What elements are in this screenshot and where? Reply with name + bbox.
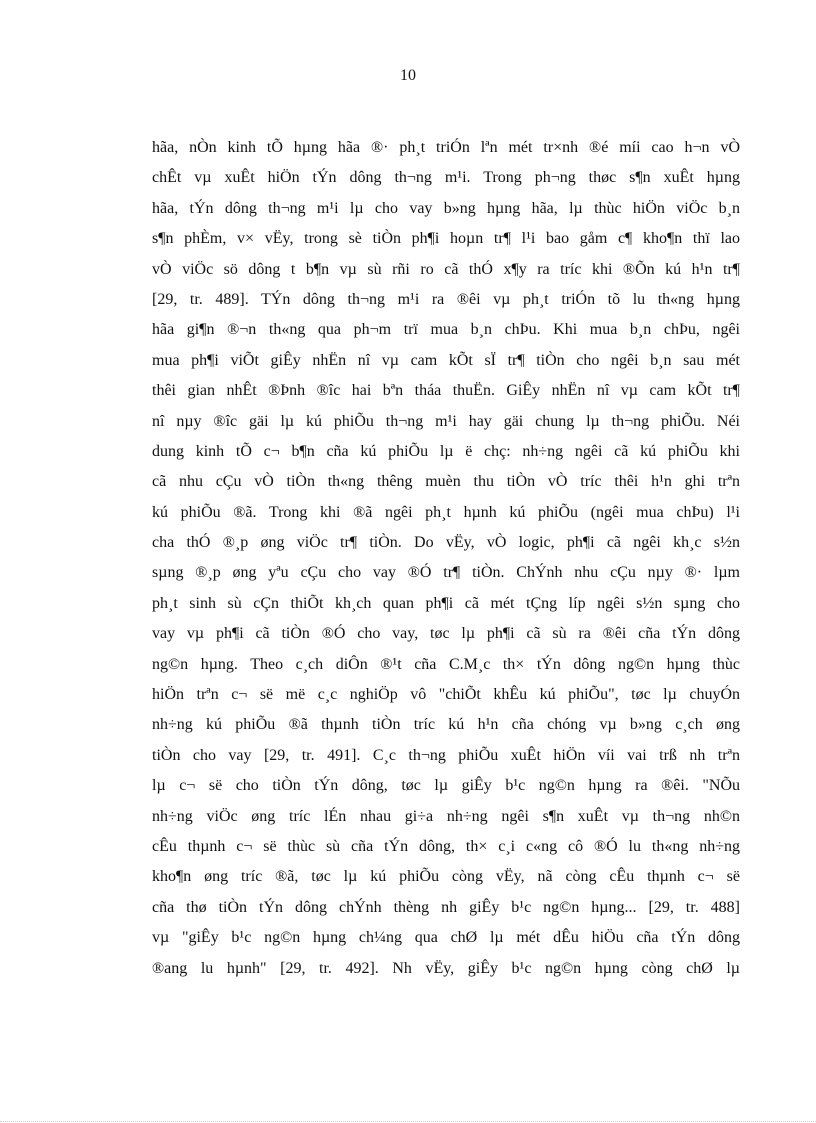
text-line: vÒ viÖc sö dông t b¶n vµ sù rñi ro cã thÓ x¶y ra tríc khi ®Õn kú h¹n tr¶ (152, 260, 740, 278)
text-line: nh÷ng kú phiÕu ®ã thµnh tiÒn tríc kú h¹n cña chóng vµ b»ng c¸ch øng (152, 716, 740, 734)
text-line: chÊt vµ xuÊt hiÖn tÝn dông th¬ng m¹i. Trong ph¬ng thøc s¶n xuÊt hµng (152, 169, 740, 187)
text-line: dung kinh tÕ c¬ b¶n cña kú phiÕu lµ ë chç: nh÷ng ngêi cã kú phiÕu khi (152, 442, 740, 460)
text-line: ng©n hµng. Theo c¸ch diÔn ®¹t cña C.M¸c th× tÝn dông ng©n hµng thùc (152, 655, 740, 673)
text-line: mua ph¶i viÕt giÊy nhËn nî vµ cam kÕt sÏ tr¶ tiÒn cho ngêi b¸n sau mét (152, 351, 740, 369)
text-line: nh÷ng viÖc øng tríc lÉn nhau gi÷a nh÷ng ngêi s¶n xuÊt vµ th¬ng nh©n (152, 807, 740, 825)
text-line: cha thÓ ®¸p øng viÖc tr¶ tiÒn. Do vËy, vÒ logic, ph¶i cã ngêi kh¸c s½n (152, 534, 740, 552)
text-line: hãa, tÝn dông th¬ng m¹i lµ cho vay b»ng hµng hãa, lµ thùc hiÖn viÖc b¸n (152, 199, 740, 217)
text-line: vµ "giÊy b¹c ng©n hµng ch¼ng qua chØ lµ mét dÊu hiÖu cña tÝn dông (152, 929, 740, 947)
text-line: sµng ®¸p øng yªu cÇu cho vay ®Ó tr¶ tiÒn. ChÝnh nhu cÇu nµy ®· lµm (152, 564, 740, 582)
text-line: hiÖn trªn c¬ së më c¸c nghiÖp vô "chiÕt khÊu kú phiÕu", tøc lµ chuyÓn (152, 686, 740, 704)
text-line: kú phiÕu ®ã. Trong khi ®ã ngêi ph¸t hµnh kú phiÕu (ngêi mua chÞu) l¹i (152, 503, 740, 521)
text-line: [29, tr. 489]. TÝn dông th¬ng m¹i ra ®êi vµ ph¸t triÓn tõ lu th«ng hµng (152, 290, 740, 308)
text-line: ph¸t sinh sù cÇn thiÕt kh¸ch quan ph¶i cã mét tÇng líp ngêi s½n sµng cho (152, 594, 740, 612)
body-paragraph (152, 133, 740, 984)
page-number: 10 (400, 67, 416, 84)
text-line: hãa, nÒn kinh tÕ hµng hãa ®· ph¸t triÓn lªn mét tr×nh ®é míi cao h¬n vÒ (152, 139, 740, 156)
text-line: hãa gi¶n ®¬n th«ng qua ph¬m trï mua b¸n chÞu. Khi mua b¸n chÞu, ngêi (152, 321, 740, 339)
text-line: s¶n phÈm, v× vËy, trong sè tiÒn ph¶i hoµn tr¶ l¹i bao gåm c¶ kho¶n thï lao (152, 230, 740, 248)
page-bottom-divider (0, 1121, 816, 1122)
text-line: nî nµy ®îc gäi lµ kú phiÕu th¬ng m¹i hay gäi chung lµ th¬ng phiÕu. Néi (152, 412, 740, 430)
text-line: thêi gian nhÊt ®Þnh ®îc hai bªn tháa thuËn. GiÊy nhËn nî vµ cam kÕt tr¶ (152, 382, 740, 400)
text-line: cña thø tiÒn tÝn dông chÝnh thèng nh giÊy b¹c ng©n hµng... [29, tr. 488] (152, 898, 740, 916)
text-line: vay vµ ph¶i cã tiÒn ®Ó cho vay, tøc lµ ph¶i cã sù ra ®êi cña tÝn dông (152, 625, 740, 643)
text-line: lµ c¬ së cho tiÒn tÝn dông, tøc lµ giÊy b¹c ng©n hµng ra ®êi. "NÕu (152, 777, 740, 795)
text-line: cÊu thµnh c¬ së thùc sù cña tÝn dông, th× c¸i c«ng cô ®Ó lu th«ng nh÷ng (152, 837, 740, 855)
text-line: tiÒn cho vay [29, tr. 491]. C¸c th¬ng phiÕu xuÊt hiÖn víi vai trß nh trªn (152, 746, 740, 764)
text-line: ®ang lu hµnh" [29, tr. 492]. Nh vËy, giÊy b¹c ng©n hµng còng chØ lµ (152, 959, 740, 977)
text-line: kho¶n øng tríc ®ã, tøc lµ kú phiÕu còng vËy, nã còng cÊu thµnh c¬ së (152, 868, 740, 886)
text-line: cã nhu cÇu vÒ tiÒn th«ng thêng muèn thu tiÒn vÒ tríc thêi h¹n ghi trªn (152, 473, 740, 491)
